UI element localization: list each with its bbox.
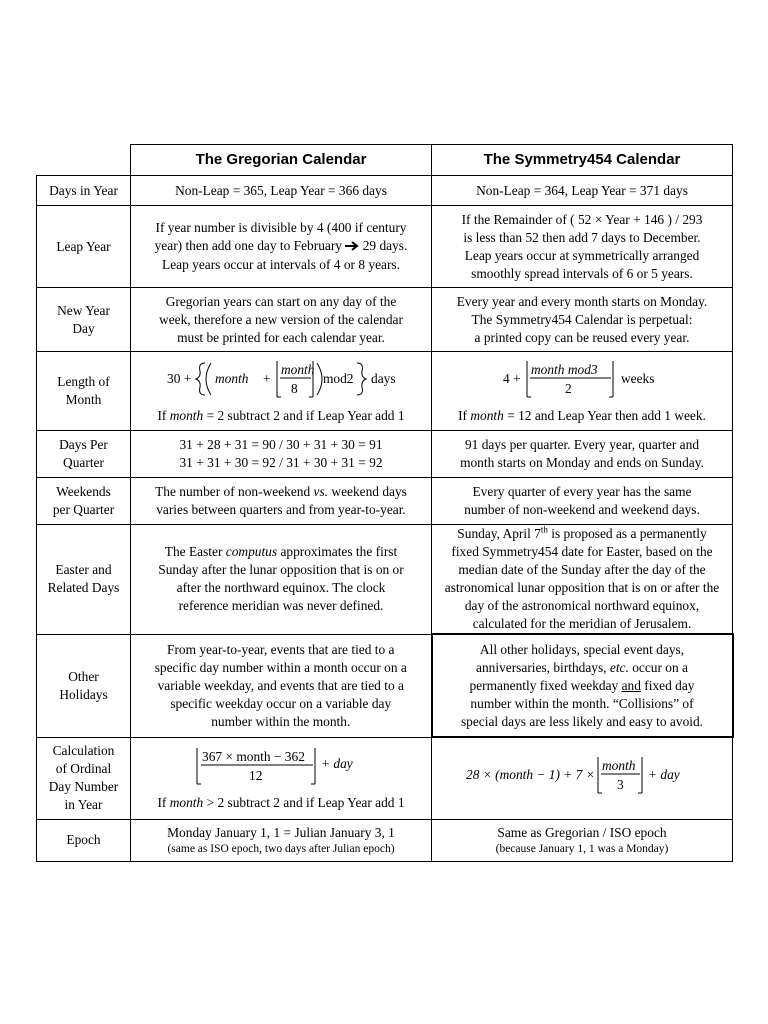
svg-text:367 × month − 362: 367 × month − 362 [202,749,305,764]
symmetry454-cell: Non-Leap = 364, Leap Year = 371 days [432,176,733,206]
svg-text:12: 12 [249,768,263,783]
ordinal-formula [191,744,371,788]
symmetry454-cell [432,737,733,819]
row-other-holidays [37,634,733,737]
row-epoch [37,819,733,861]
gregorian-cell: The number of non-weekend vs. weekend days varies between quarters and from year-to-year. [131,478,432,525]
row-label: Days in Year [37,176,131,206]
svg-text:days: days [371,371,396,386]
row-label: Calculation of Ordinal Day Number in Year [37,737,131,819]
gregorian-cell: 30 + month + month 8 mod2 days If month = 2 subtract 2 and if Leap Year add 1 [131,352,432,431]
row-label: Easter and Related Days [37,525,131,635]
svg-text:+ day: + day [321,756,353,771]
svg-text:2: 2 [565,381,572,396]
row-ordinal-day [37,737,733,819]
month-length-formula [497,357,667,401]
gregorian-cell: If year number is divisible by 4 (400 if century year) then add one day to February 29 days. Leap years occur at intervals of 4 or 8 years. [131,206,432,288]
svg-text:+ day: + day [648,767,680,783]
row-new-year-day [37,288,733,352]
row-label: New Year Day [37,288,131,352]
row-weekends [37,478,733,525]
row-label: Epoch [37,819,131,861]
symmetry454-cell: Sunday, April 7th is proposed as a permanently fixed Symmetry454 date for Easter, based on the median date of the Sunday after the day of the astronomical lunar opposition that is on or after the day of the astronomical northward equinox, calculated for the meridian of Jerusalem. [432,525,733,635]
svg-text:+: + [263,371,271,386]
svg-text:mod2: mod2 [323,371,354,386]
svg-text:4 +: 4 + [503,371,521,386]
svg-text:month mod3: month mod3 [531,362,598,377]
row-label: Weekends per Quarter [37,478,131,525]
gregorian-header: The Gregorian Calendar [131,145,432,176]
row-label: Days Per Quarter [37,431,131,478]
gregorian-cell: The Easter computus approximates the first Sunday after the lunar opposition that is on or after the northward equinox. The clock reference meridian was never defined. [131,525,432,635]
symmetry454-cell: Every year and every month starts on Monday. The Symmetry454 Calendar is perpetual: a printed copy can be reused every year. [432,288,733,352]
symmetry454-cell: 91 days per quarter. Every year, quarter and month starts on Monday and ends on Sunday. [432,431,733,478]
row-days-in-year [37,176,733,206]
svg-text:month: month [602,758,636,774]
svg-text:month: month [215,371,249,386]
row-label: Other Holidays [37,634,131,737]
gregorian-cell: Non-Leap = 365, Leap Year = 366 days [131,176,432,206]
row-length-of-month [37,352,733,431]
symmetry454-header: The Symmetry454 Calendar [432,145,733,176]
month-length-formula [165,357,397,401]
row-label: Length of Month [37,352,131,431]
gregorian-cell: Gregorian years can start on any day of the week, therefore a new version of the calendar must be printed for each calendar year. [131,288,432,352]
header-corner [37,145,131,176]
svg-text:3: 3 [617,777,624,793]
ordinal-formula [464,753,700,797]
svg-text:28 × (month − 1) + 7 ×: 28 × (month − 1) + 7 × [466,767,595,783]
row-days-per-quarter [37,431,733,478]
right-arrow-icon [345,238,359,256]
row-label: Leap Year [37,206,131,288]
symmetry454-cell: Every quarter of every year has the same number of non-weekend and weekend days. [432,478,733,525]
svg-text:30 +: 30 + [167,371,192,386]
row-easter [37,525,733,635]
symmetry454-cell: If the Remainder of ( 52 × Year + 146 ) / 293 is less than 52 then add 7 days to December. Leap years occur at symmetrically arranged smoothly spread intervals of 6 or 5 years. [432,206,733,288]
gregorian-cell: Monday January 1, 1 = Julian January 3, 1 (same as ISO epoch, two days after Julian epoch) [131,819,432,861]
header-row [37,145,733,176]
gregorian-cell: 367 × month − 362 12 + day If month > 2 subtract 2 and if Leap Year add 1 [131,737,432,819]
comparison-table [36,144,734,862]
symmetry454-cell: 4 + month mod3 2 weeks If month = 12 and Leap Year then add 1 week. [432,352,733,431]
row-leap-year [37,206,733,288]
symmetry454-cell-highlighted: All other holidays, special event days, anniversaries, birthdays, etc. occur on a permanently fixed weekday and fixed day number within the month. “Collisions” of special days are less likely and easy to avoid. [432,634,733,737]
svg-text:weeks: weeks [621,371,655,386]
gregorian-cell: From year-to-year, events that are tied to a specific day number within a month occur on a variable weekday, and events that are tied to a specific weekday occur on a variable day number within the month. [131,634,432,737]
symmetry454-cell: Same as Gregorian / ISO epoch (because January 1, 1 was a Monday) [432,819,733,861]
svg-text:8: 8 [291,381,298,396]
svg-text:month: month [281,362,315,377]
gregorian-cell: 31 + 28 + 31 = 90 / 30 + 31 + 30 = 91 31 + 31 + 30 = 92 / 31 + 30 + 31 = 92 [131,431,432,478]
